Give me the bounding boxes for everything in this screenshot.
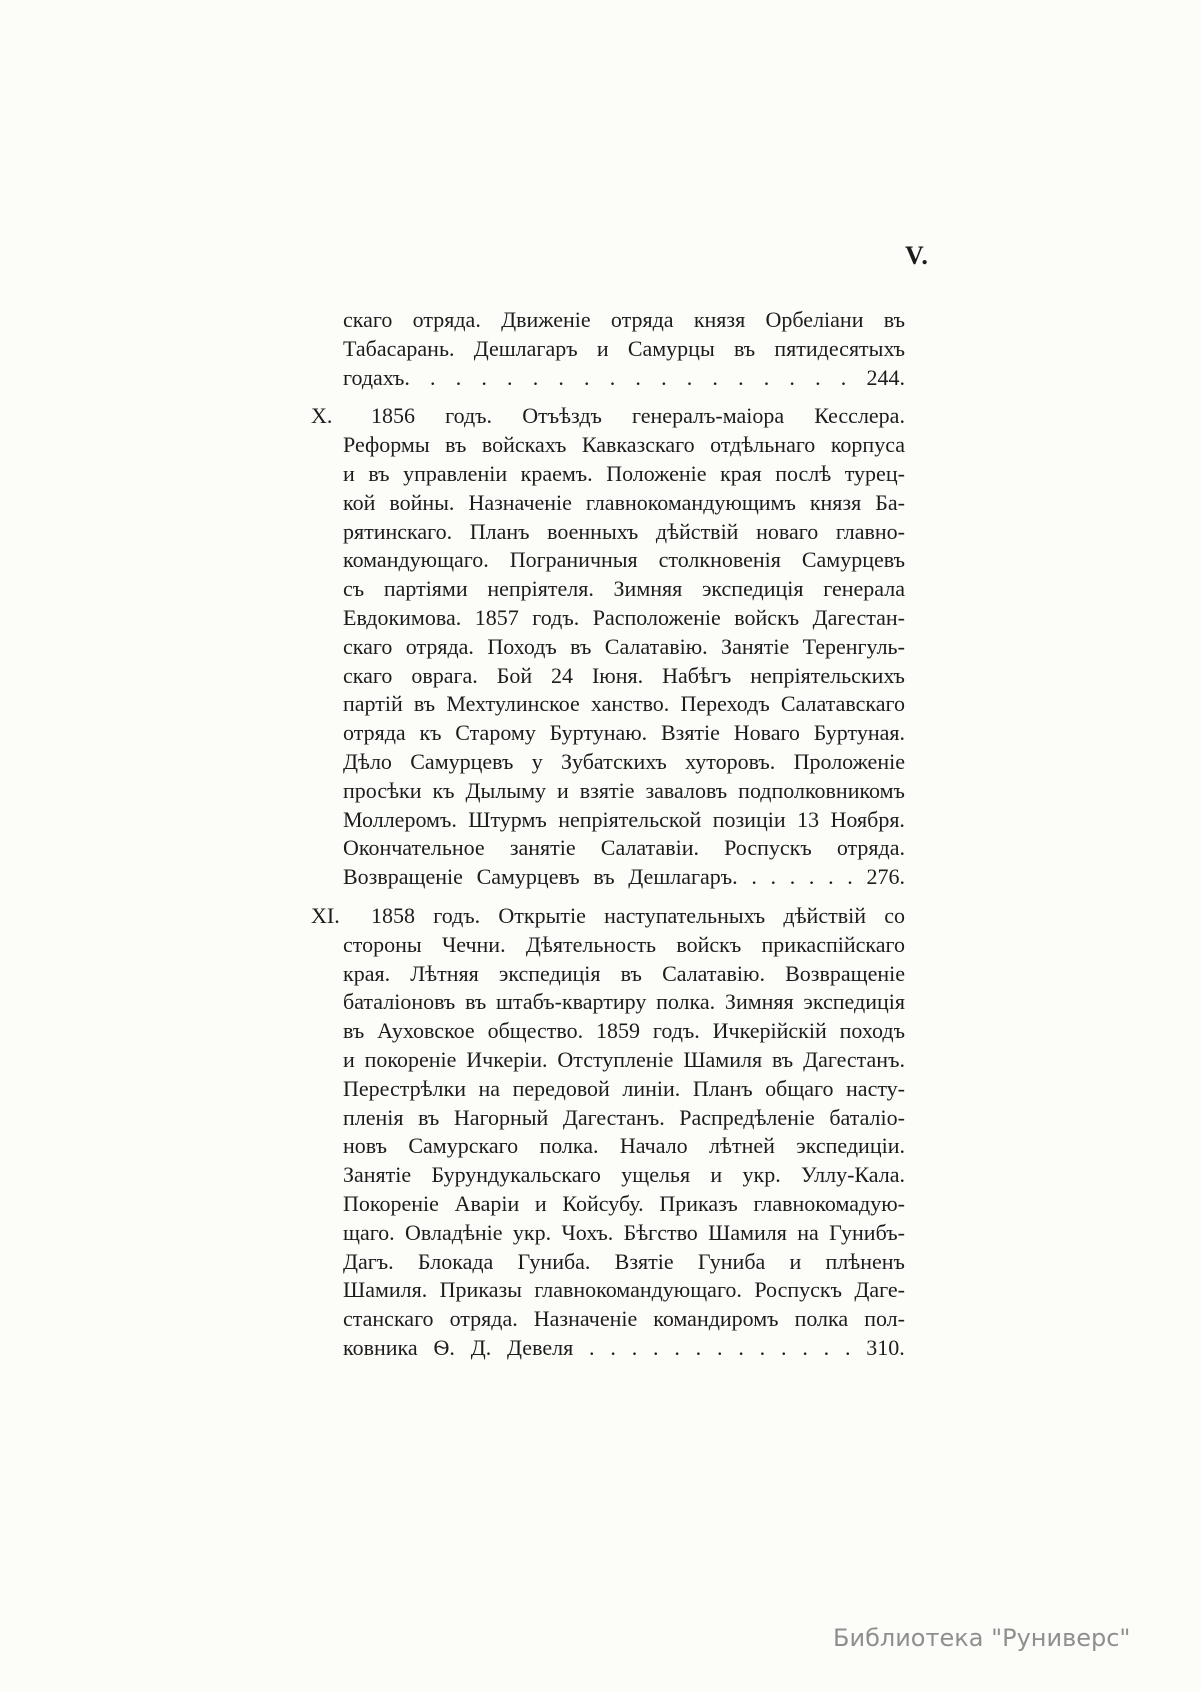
toc-line: и покореніе Ичкеріи. Отступленіе Шамиля въ Дагестанъ. xyxy=(343,1046,905,1072)
toc-line: въ Ауховское общество. 1859 годъ. Ичкерійскій походъ xyxy=(343,1018,905,1044)
toc-line: Евдокимова. 1857 годъ. Расположеніе войскъ Дагестан- xyxy=(343,604,905,630)
toc-line: стороны Чечни. Дѣятельность войскъ прикаспійскаго xyxy=(343,931,905,957)
toc-entry xyxy=(343,306,905,392)
toc-line: Дѣло Самурцевъ у Зубатскихъ хуторовъ. Проложеніе xyxy=(343,748,905,774)
toc-line: командующаго. Пограничныя столкновенія Самурцевъ xyxy=(343,547,905,573)
toc-entry-numeral: XI. xyxy=(311,902,340,928)
toc-line: Покореніе Аваріи и Койсубу. Приказъ главнокомадую- xyxy=(343,1190,905,1216)
toc-line: Табасарань. Дешлагаръ и Самурцы въ пятидесятыхъ xyxy=(343,335,905,361)
toc-line: годахъ. . . . . . . . . . . . . . . . . . 244. xyxy=(343,364,905,390)
toc-entry-numeral: X. xyxy=(311,403,333,429)
toc-line: ковника Ѳ. Д. Девеля . . . . . . . . . . . . . 310. xyxy=(343,1334,905,1360)
toc-line: Окончательное занятіе Салатавіи. Роспускъ отряда. xyxy=(343,835,905,861)
toc-line: щаго. Овладѣніе укр. Чохъ. Бѣгство Шамиля на Гунибъ- xyxy=(343,1219,905,1245)
library-watermark: Библиотека "Руниверс" xyxy=(833,1624,1131,1652)
toc-line: станскаго отряда. Назначеніе командиромъ полка пол- xyxy=(343,1306,905,1332)
toc-line: отряда къ Старому Буртунаю. Взятіе Новаго Буртуная. xyxy=(343,720,905,746)
toc-line: скаго оврага. Бой 24 Іюня. Набѣгъ непріятельскихъ xyxy=(343,662,905,688)
toc-line: и въ управленіи краемъ. Положеніе края послѣ турец- xyxy=(343,460,905,486)
toc-line: просѣки къ Дылыму и взятіе заваловъ подполковникомъ xyxy=(343,777,905,803)
toc-line: баталіоновъ въ штабъ-квартиру полка. Зимняя экспедиція xyxy=(343,989,905,1015)
toc-line: 1856 годъ. Отъѣздъ генералъ-маіора Кесслера. xyxy=(371,403,905,429)
toc-entry xyxy=(311,402,905,892)
toc-line: пленія въ Нагорный Дагестанъ. Распредѣленіе баталіо- xyxy=(343,1104,905,1130)
page-number: V. xyxy=(905,241,929,270)
toc-line: съ партіями непріятеля. Зимняя экспедиція генерала xyxy=(343,576,905,602)
toc-line: Возвращеніе Самурцевъ въ Дешлагаръ. . . . . . . 276. xyxy=(343,864,905,890)
toc-line: 1858 годъ. Открытіе наступательныхъ дѣйствій со xyxy=(371,902,905,928)
toc-line: Перестрѣлки на передовой линіи. Планъ общаго насту- xyxy=(343,1075,905,1101)
toc-line: Реформы въ войскахъ Кавказскаго отдѣльнаго корпуса xyxy=(343,432,905,458)
toc-line: Моллеромъ. Штурмъ непріятельской позиціи 13 Ноября. xyxy=(343,806,905,832)
toc-line: края. Лѣтняя экспедиція въ Салатавію. Возвращеніе xyxy=(343,960,905,986)
toc-line: скаго отряда. Походъ въ Салатавію. Занятіе Теренгуль- xyxy=(343,633,905,659)
table-of-contents xyxy=(311,306,905,1363)
toc-line: партій въ Мехтулинское ханство. Переходъ Салатавскаго xyxy=(343,691,905,717)
toc-entry xyxy=(311,902,905,1363)
toc-line: кой войны. Назначеніе главнокомандующимъ князя Ба- xyxy=(343,489,905,515)
toc-line: Дагъ. Блокада Гуниба. Взятіе Гуниба и плѣненъ xyxy=(343,1248,905,1274)
toc-line: рятинскаго. Планъ военныхъ дѣйствій новаго главно- xyxy=(343,518,905,544)
toc-line: Занятіе Бурундукальскаго ущелья и укр. Уллу-Кала. xyxy=(343,1162,905,1188)
toc-line: новъ Самурскаго полка. Начало лѣтней экспедиціи. xyxy=(343,1133,905,1159)
toc-line: скаго отряда. Движеніе отряда князя Орбеліани въ xyxy=(343,307,905,332)
toc-line: Шамиля. Приказы главнокомандующаго. Роспускъ Даге- xyxy=(343,1277,905,1303)
